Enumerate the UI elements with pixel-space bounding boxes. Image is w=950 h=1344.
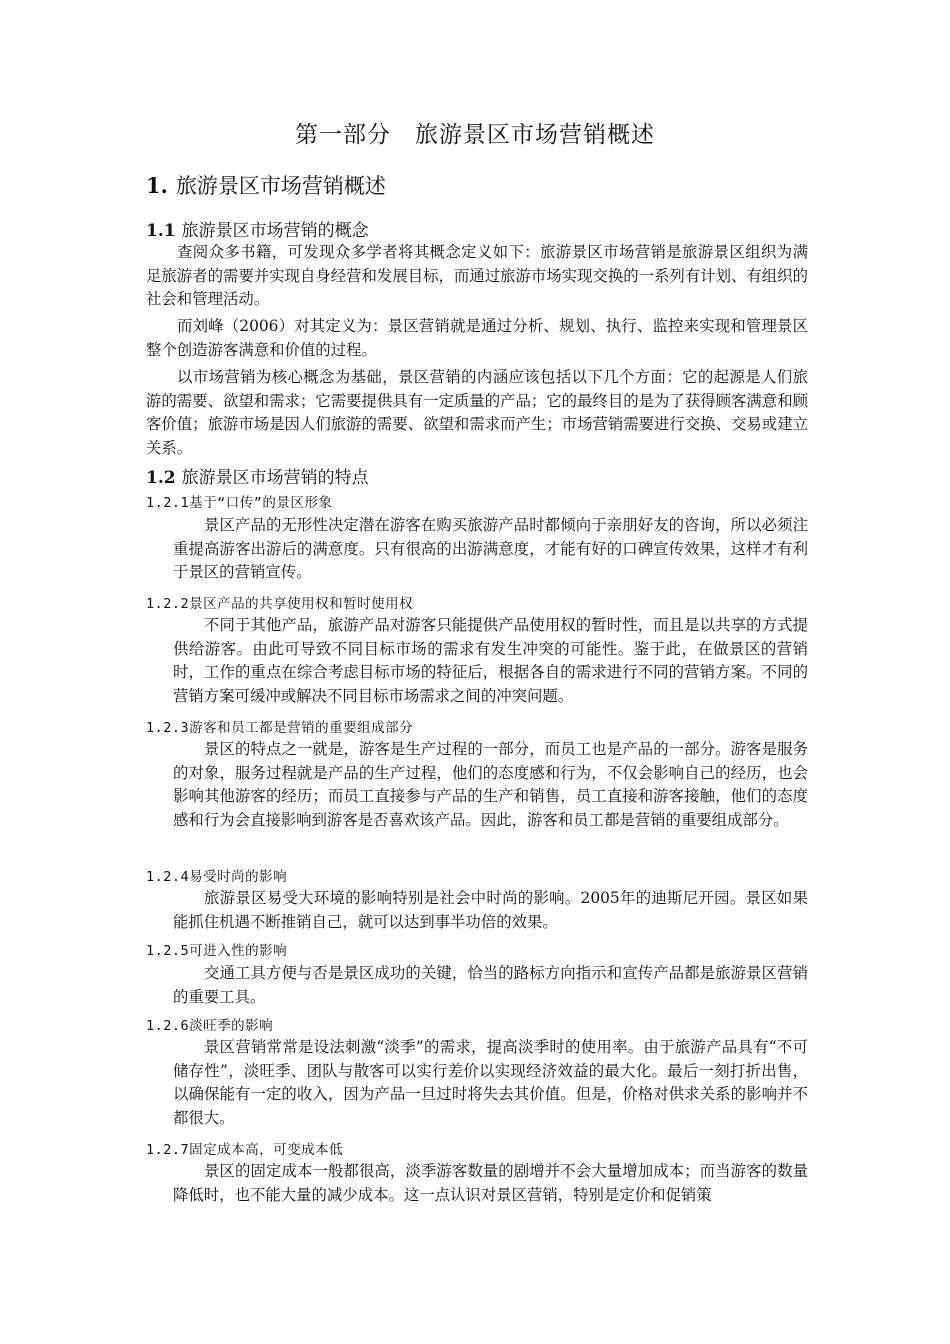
part-title: 第一部分 旅游景区市场营销概述 [295,122,655,148]
section-heading-1-1 [146,216,369,241]
subsection-heading-1-2-3: 1.2.3游客和员工都是营销的重要组成部分 [146,720,414,736]
subsection-heading-1-2-7: 1.2.7固定成本高，可变成本低 [146,1142,344,1158]
paragraph-1-2-1: 景区产品的无形性决定潜在游客在购买旅游产品时都倾向于亲朋好友的咨询，所以必须注重提高游客出游后的满意度。只有很高的出游满意度，才能有好的口碑宣传效果，这样才有利于景区的营销宣传。 [173,516,808,582]
paragraph-1-2-5: 交通工具方便与否是景区成功的关键，恰当的路标方向指示和宣传产品都是旅游景区营销的重要工具。 [173,964,808,1006]
subsection-heading-1-2-6: 1.2.6淡旺季的影响 [146,1018,274,1034]
section-title: 旅游景区市场营销的概念 [181,221,369,241]
paragraph-liufeng: 而刘峰（2006）对其定义为：景区营销就是通过分析、规划、执行、监控来实现和管理景区整个创造游客满意和价值的过程。 [146,317,808,359]
section-number: 1.1 [146,221,176,241]
chapter-title: 旅游景区市场营销概述 [175,174,386,198]
paragraph-1-2-6: 景区营销常常是设法刺激“淡季”的需求，提高淡季时的使用率。由于旅游产品具有“不可储存性”，淡旺季、团队与散客可以实行差价以实现经济效益的最大化。最后一刻打折出售，以确保能有一定的收入，因为产品一旦过时将失去其价值。但是，价格对供求关系的影响并不都很大。 [173,1038,808,1127]
paragraph-1-2-2: 不同于其他产品，旅游产品对游客只能提供产品使用权的暂时性，而且是以共享的方式提供给游客。由此可导致不同目标市场的需求有发生冲突的可能性。鉴于此，在做景区的营销时，工作的重点在综合考虑目标市场的特征后，根据各自的需求进行不同的营销方案。不同的营销方案可缓冲或解决不同目标市场需求之间的冲突问题。 [173,616,808,705]
subsection-heading-1-2-5: 1.2.5可进入性的影响 [146,943,288,959]
paragraph-definition: 查阅众多书籍，可发现众多学者将其概念定义如下：旅游景区市场营销是旅游景区组织为满足旅游者的需要并实现自身经营和发展目标，而通过旅游市场实现交换的一系列有计划、有组织的社会和管理活动。 [146,243,808,309]
chapter-number: 1. [146,173,168,198]
paragraph-connotation: 以市场营销为核心概念为基础，景区营销的内涵应该包括以下几个方面：它的起源是人们旅游的需要、欲望和需求；它需要提供具有一定质量的产品；它的最终目的是为了获得顾客满意和顾客价值；旅游市场是因人们旅游的需要、欲望和需求而产生；市场营销需要进行交换、交易或建立关系。 [146,368,808,457]
paragraph-1-2-7: 景区的固定成本一般都很高，淡季游客数量的剧增并不会大量增加成本；而当游客的数量降低时，也不能大量的减少成本。这一点认识对景区营销，特别是定价和促销策 [173,1162,808,1204]
paragraph-1-2-3: 景区的特点之一就是，游客是生产过程的一部分，而员工也是产品的一部分。游客是服务的对象，服务过程就是产品的生产过程，他们的态度感和行为，不仅会影响自己的经历，也会影响其他游客的经历；而员工直接参与产品的生产和销售，员工直接和游客接触，他们的态度感和行为会直接影响到游客是否喜欢该产品。因此，游客和员工都是营销的重要组成部分。 [173,740,808,829]
section-heading-1-2 [146,463,369,488]
section-number: 1.2 [146,468,176,488]
subsection-heading-1-2-4: 1.2.4易受时尚的影响 [146,869,288,885]
subsection-heading-1-2-2: 1.2.2景区产品的共享使用权和暂时使用权 [146,596,414,612]
subsection-heading-1-2-1: 1.2.1基于“口传”的景区形象 [146,495,333,511]
section-title: 旅游景区市场营销的特点 [181,468,369,488]
paragraph-1-2-4: 旅游景区易受大环境的影响特别是社会中时尚的影响。2005年的迪斯尼开园。景区如果能抓住机遇不断推销自己，就可以达到事半功倍的效果。 [173,889,808,931]
chapter-heading [146,170,386,200]
